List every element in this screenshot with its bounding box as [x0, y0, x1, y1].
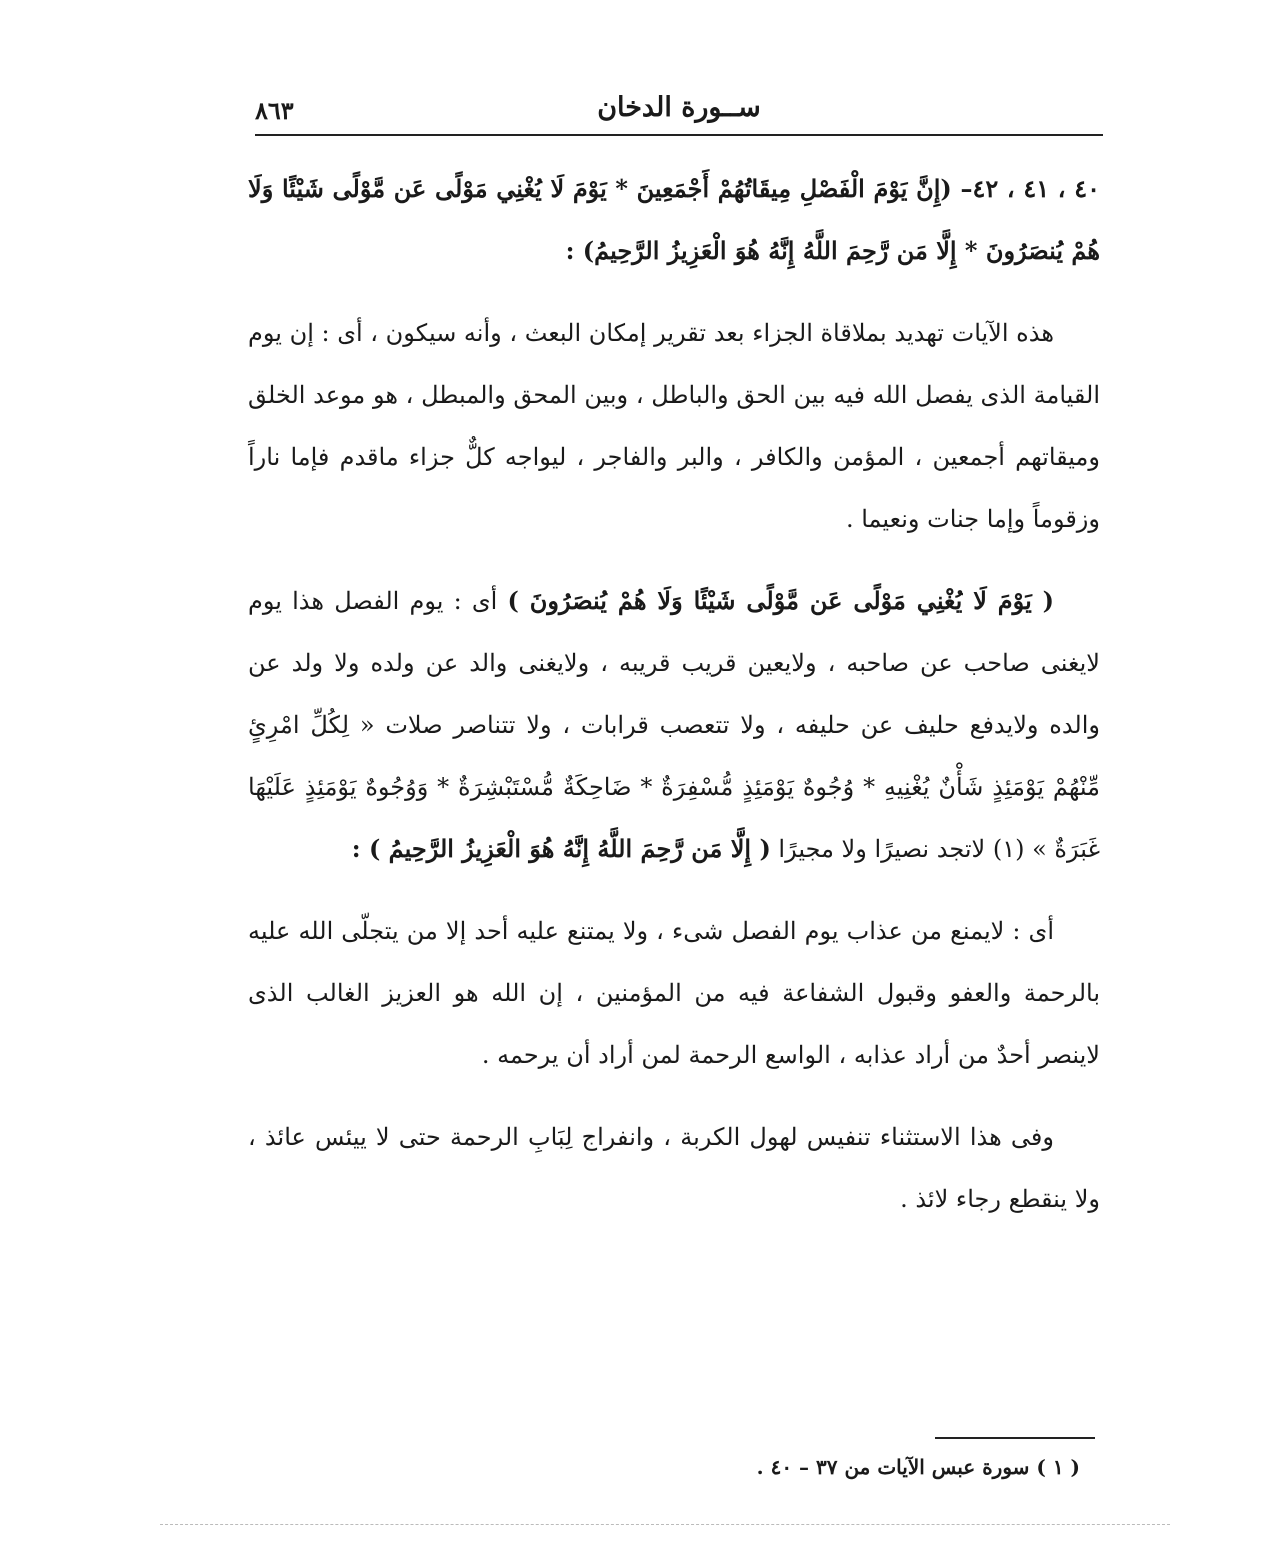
page-number: ٨٦٣ — [255, 96, 294, 125]
surah-title: ســورة الدخان — [597, 92, 761, 123]
footnote-divider — [935, 1437, 1095, 1439]
page-header — [255, 88, 1103, 132]
quoted-verse: ( يَوْمَ لَا يُغْنِي مَوْلًى عَن مَّوْلًى شَيْئًا وَلَا هُمْ يُنصَرُونَ ) — [507, 586, 1054, 615]
verse-paragraph: ٤٠ ، ٤١ ، ٤٢– (إِنَّ يَوْمَ الْفَصْلِ مِيقَاتُهُمْ أَجْمَعِينَ * يَوْمَ لَا يُغْنِي مَوْلًى عَن مَّوْلًى شَيْئًا وَلَا هُمْ يُنصَرُونَ * إِلَّا مَن رَّحِمَ اللَّهُ إِنَّهُ هُوَ الْعَزِيزُ الرَّحِيمُ) : — [248, 174, 1100, 265]
scan-edge-line — [160, 1524, 1170, 1525]
page-body — [248, 158, 1100, 1250]
commentary-paragraph: هذه الآيات تهديد بملاقاة الجزاء بعد تقرير إمكان البعث ، وأنه سيكون ، أى : إن يوم القيامة الذى يفصل الله فيه بين الحق والباطل ، وبين المحق والمبطل ، هو موعد الخلق وميقاتهم أجمعين ، المؤمن والكافر ، والبر والفاجر ، ليواجه كلٌّ جزاء ماقدم فإما ناراً وزقوماً وإما جنات ونعيما . — [248, 319, 1100, 533]
commentary-paragraph — [248, 570, 1100, 880]
quoted-verse: ( إِلَّا مَن رَّحِمَ اللَّهُ إِنَّهُ هُوَ الْعَزِيزُ الرَّحِيمُ ) : — [351, 834, 771, 863]
commentary-paragraph: أى : لايمنع من عذاب يوم الفصل شىء ، ولا يمتنع عليه أحد إلا من يتجلّى الله عليه بالرحمة والعفو وقبول الشفاعة فيه من المؤمنين ، إن الله هو العزيز الغالب الذى لاينصر أحدٌ من أراد عذابه ، الواسع الرحمة لمن أراد أن يرحمه . — [248, 917, 1101, 1069]
commentary-text: أى : يوم الفصل هذا يوم لايغنى صاحب عن صاحبه ، ولايعين قريب قريبه ، ولايغنى والد عن ولده ولا ولد عن والده ولايدفع حليف عن حليفه ، ولا تتعصب قرابات ، ولا تتناصر صلات « لِكُلِّ امْرِئٍ مِّنْهُمْ يَوْمَئِذٍ شَأْنٌ يُغْنِيهِ * وُجُوهٌ يَوْمَئِذٍ مُّسْفِرَةٌ * ضَاحِكَةٌ مُّسْتَبْشِرَةٌ * وَوُجُوهٌ يَوْمَئِذٍ عَلَيْهَا غَبَرَةٌ » (١) لاتجد نصيرًا ولا مجيرًا — [248, 587, 1100, 863]
commentary-paragraph: وفى هذا الاستثناء تنفيس لهول الكربة ، وانفراج لِبَابِ الرحمة حتى لا ييئس عائذ ، ولا ينقطع رجاء لائذ . — [248, 1123, 1100, 1213]
footnote: ( ١ ) سورة عبس الآيات من ٣٧ – ٤٠ . — [756, 1455, 1080, 1479]
header-divider — [255, 134, 1103, 136]
